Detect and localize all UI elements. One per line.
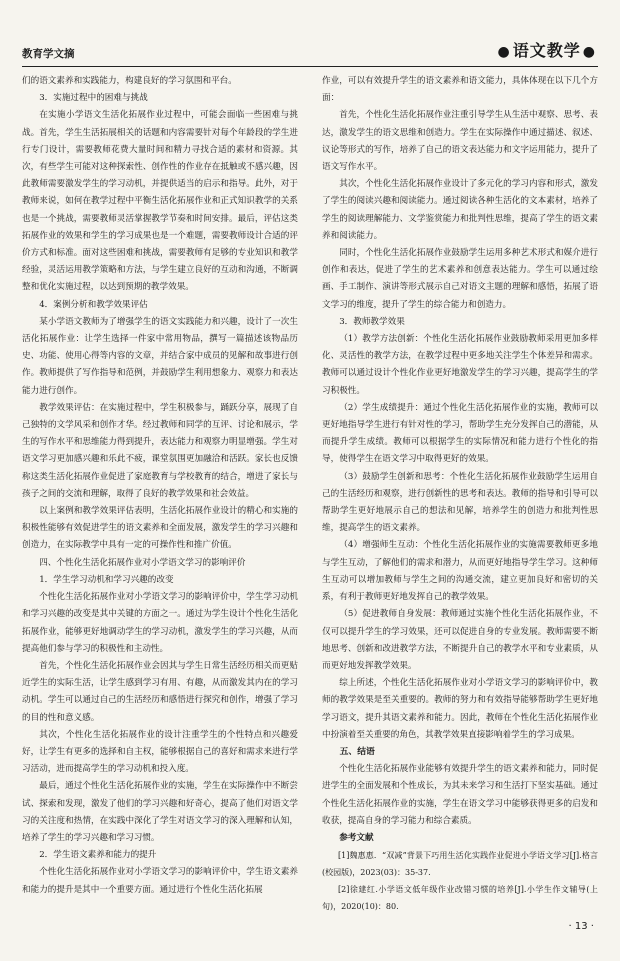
references-heading: 参考文献 — [339, 832, 374, 843]
paragraph: 以上案例和教学效果评估表明，生活化拓展作业设计的精心和实施的积极性能够有效促进学生的语文素养和全面发展，激发学生的学习兴趣和创造力，在实际教学中具有一定的可操作性和推广价值。 — [22, 506, 298, 551]
subheading: 4．案例分析和教学效果评估 — [39, 299, 148, 310]
subheading: 1．学生学习动机和学习兴趣的改变 — [39, 574, 174, 585]
paragraph: （3）鼓励学生创新和思考：个性化生活化拓展作业鼓励学生运用自己的生活经历和观察，进行创新性的思考和表达。教师的指导和引导可以帮助学生更好地展示自己的想法和见解，培养学生的创造力和批判性思维，提高学生的语文素养。 — [322, 471, 598, 534]
paragraph: 在实施小学语文生活化拓展作业过程中，可能会面临一些困难与挑战。首先，学生生活拓展相关的话题和内容需要针对每个年龄段的学生进行专门设计，需要教师花费大量时间和精力寻找合适的素材和资源。其次，有些学生可能对这种探索性、创作性的作业存在抵触或不感兴趣，因此教师需要激发学生的学习动机，并提供适当的启示和指导。此外，对于教师来说，如何在教学过程中平衡生活化拓展作业和正式知识教学的关系也是一个挑战，需要教师灵活掌握教学节奏和时间安排。最后，评估这类拓展作业的效果和学生的学习成果也是一个难题，需要教师设计合适的评价方式和标准。面对这些困难和挑战，需要教师有足够的专业知识和教学经验，灵活运用教学策略和方法，与学生建立良好的互动和沟通，不断调整和优化实施过程，以达到预期的教学效果。 — [22, 110, 298, 293]
reference-item: [2]徐建红.小学语文低年级作业改错习惯的培养[J].小学生作文辅导(上旬)，2020(10)：80. — [322, 885, 598, 912]
reference-item: [1]魏惠惠．“双减”背景下巧用生活化实践作业促进小学语文学习[J].格言(校园版)，2023(03)：35-37. — [322, 851, 598, 878]
section-heading: 五、结语 — [339, 746, 375, 757]
subheading: 四、个性化生活化拓展作业对小学语文学习的影响评价 — [39, 557, 246, 568]
left-column — [22, 73, 298, 913]
paragraph: 首先，个性化生活化拓展作业会因其与学生日常生活经历相关而更贴近学生的实际生活，让学生感到学习有用、有趣，从而激发其内在的学习动机。学生可以通过自己的生活经历和感悟进行探究和创作，增强了学习的目的性和意义感。 — [22, 660, 298, 723]
subheading: 2．学生语文素养和能力的提升 — [39, 850, 157, 861]
paragraph: 同时，个性化生活化拓展作业鼓励学生运用多种艺术形式和媒介进行创作和表达，促进了学生的艺术素养和创意表达能力。学生可以通过绘画、手工制作、演讲等形式展示自己对语文主题的理解和感悟，拓展了语文学习的维度，提升了学生的综合能力和创造力。 — [322, 248, 598, 310]
paragraph: 某小学语文教师为了增强学生的语文实践能力和兴趣，设计了一次生活化拓展作业：让学生选择一件家中常用物品，撰写一篇描述该物品历史、功能、使用心得等内容的文章，并结合家中成员的见解和故事进行创作。教师提供了写作指导和范例，并鼓励学生利用想象力、观察力和表达能力进行创作。 — [22, 316, 298, 396]
paragraph: 最后，通过个性化生活化拓展作业的实施，学生在实际操作中不断尝试、探索和发现，激发了他们的学习兴趣和好奇心，提高了他们对语文学习的关注度和热情，在实践中深化了学生对语文学习的深入理解和认知，培养了学生的学习兴趣和学习习惯。 — [22, 781, 298, 843]
subheading: 3．教师教学效果 — [339, 316, 405, 327]
paragraph: 首先，个性化生活化拓展作业注重引导学生从生活中观察、思考、表达，激发学生的语文思维和创造力。学生在实际操作中通过描述、叙述、议论等形式的写作，培养了自己的语文表达能力和文字运用能力，提升了语文写作水平。 — [322, 110, 598, 173]
paragraph: 个性化生活化拓展作业对小学语文学习的影响评价中，学生学习动机和学习兴趣的改变是其中关键的方面之一。通过为学生设计个性化生活化拓展作业，能够更好地调动学生的学习动机，激发学生的学习兴趣，从而提高他们参与学习的积极性和主动性。 — [22, 592, 298, 654]
paragraph: 其次，个性化生活化拓展作业的设计注重学生的个性特点和兴趣爱好，让学生有更多的选择和自主权，能够根据自己的喜好和需求来进行学习活动，进而提高学生的学习动机和投入度。 — [22, 729, 298, 775]
section-title — [498, 38, 598, 61]
paragraph: （4）增强师生互动：个性化生活化拓展作业的实施需要教师更多地与学生互动，了解他们的需求和潜力，从而更好地指导学生学习。这种师生互动可以增加教师与学生之间的沟通交流，建立更加良好和密切的关系，有利于教师更好地发挥自己的教学效果。 — [322, 540, 598, 603]
section-label: 语文教学 — [512, 41, 581, 60]
page-number: · 13 · — [568, 921, 594, 932]
running-header — [22, 34, 598, 67]
paragraph: 教学效果评估：在实施过程中，学生积极参与，踊跃分享，展现了自己独特的文学风采和创作才华。经过教师和同学的互评、讨论和展示，学生的写作水平和思维能力得到提升，表达能力和观察力明显增强。学生对语文学习更加感兴趣和乐此不疲，课堂氛围更加融洽和活跃。家长也反馈称这类生活化拓展作业促进了家庭教育与学校教育的结合，增进了家长与孩子之间的交流和理解，取得了良好的教学效果和社会效益。 — [22, 402, 298, 499]
bullet-icon: ● — [582, 44, 596, 60]
paragraph: 个性化生活化拓展作业对小学语文学习的影响评价中，学生语文素养和能力的提升是其中一个重要方面。通过进行个性化生活化拓展 — [22, 867, 298, 895]
paragraph: 们的语文素养和实践能力，构建良好的学习氛围和平台。 — [22, 76, 237, 86]
journal-name: 教育学文摘 — [22, 48, 75, 60]
article-body — [22, 73, 598, 913]
bullet-icon: ● — [497, 44, 511, 60]
paragraph: 其次，个性化生活化拓展作业设计了多元化的学习内容和形式，激发了学生的阅读兴趣和阅读能力。通过阅读各种生活化的文本素材，培养了学生的阅读理解能力、文学鉴赏能力和批判性思维，提高了学生的语文素养和阅读能力。 — [322, 179, 598, 241]
paragraph: （2）学生成绩提升：通过个性化生活化拓展作业的实施，教师可以更好地指导学生进行有针对性的学习，帮助学生充分发挥自己的潜能，从而提升学生成绩。教师可以根据学生的实际情况和能力进行个性化的指导，使得学生在语文学习中取得更好的效果。 — [322, 402, 598, 465]
paragraph: （1）教学方法创新：个性化生活化拓展作业鼓励教师采用更加多样化、灵活性的教学方法，在教学过程中更多地关注学生个体差异和需求。教师可以通过设计个性化作业更好地激发学生的学习兴趣，提高学生的学习积极性。 — [322, 334, 598, 396]
paragraph: 作业，可以有效提升学生的语文素养和语文能力，具体体现在以下几个方面： — [322, 76, 598, 104]
paragraph: 综上所述，个性化生活化拓展作业对小学语文学习的影响评价中，教师的教学效果是至关重要的。教师的努力和有效指导能够帮助学生更好地学习语文，提升其语文素养和能力。因此，教师在个性化生活化拓展作业中扮演着至关重要的角色，其教学效果直接影响着学生的学习成果。 — [322, 678, 598, 740]
right-column — [322, 73, 598, 913]
paragraph: 个性化生活化拓展作业能够有效提升学生的语文素养和能力，同时促进学生的全面发展和个性成长，为其未来学习和生活打下坚实基础。通过个性化生活化拓展作业的实施，学生在语文学习中能够获得更多的启发和收获，提高自身的学习能力和综合素质。 — [322, 764, 598, 826]
paragraph: （5）促进教师自身发展：教师通过实施个性化生活化拓展作业，不仅可以提升学生的学习效果，还可以促进自身的专业发展。教师需要不断地思考、创新和改进教学方法，不断提升自己的教学水平和专业素质，从而更好地发挥教学效果。 — [322, 609, 598, 671]
subheading: 3．实施过程中的困难与挑战 — [39, 93, 148, 104]
